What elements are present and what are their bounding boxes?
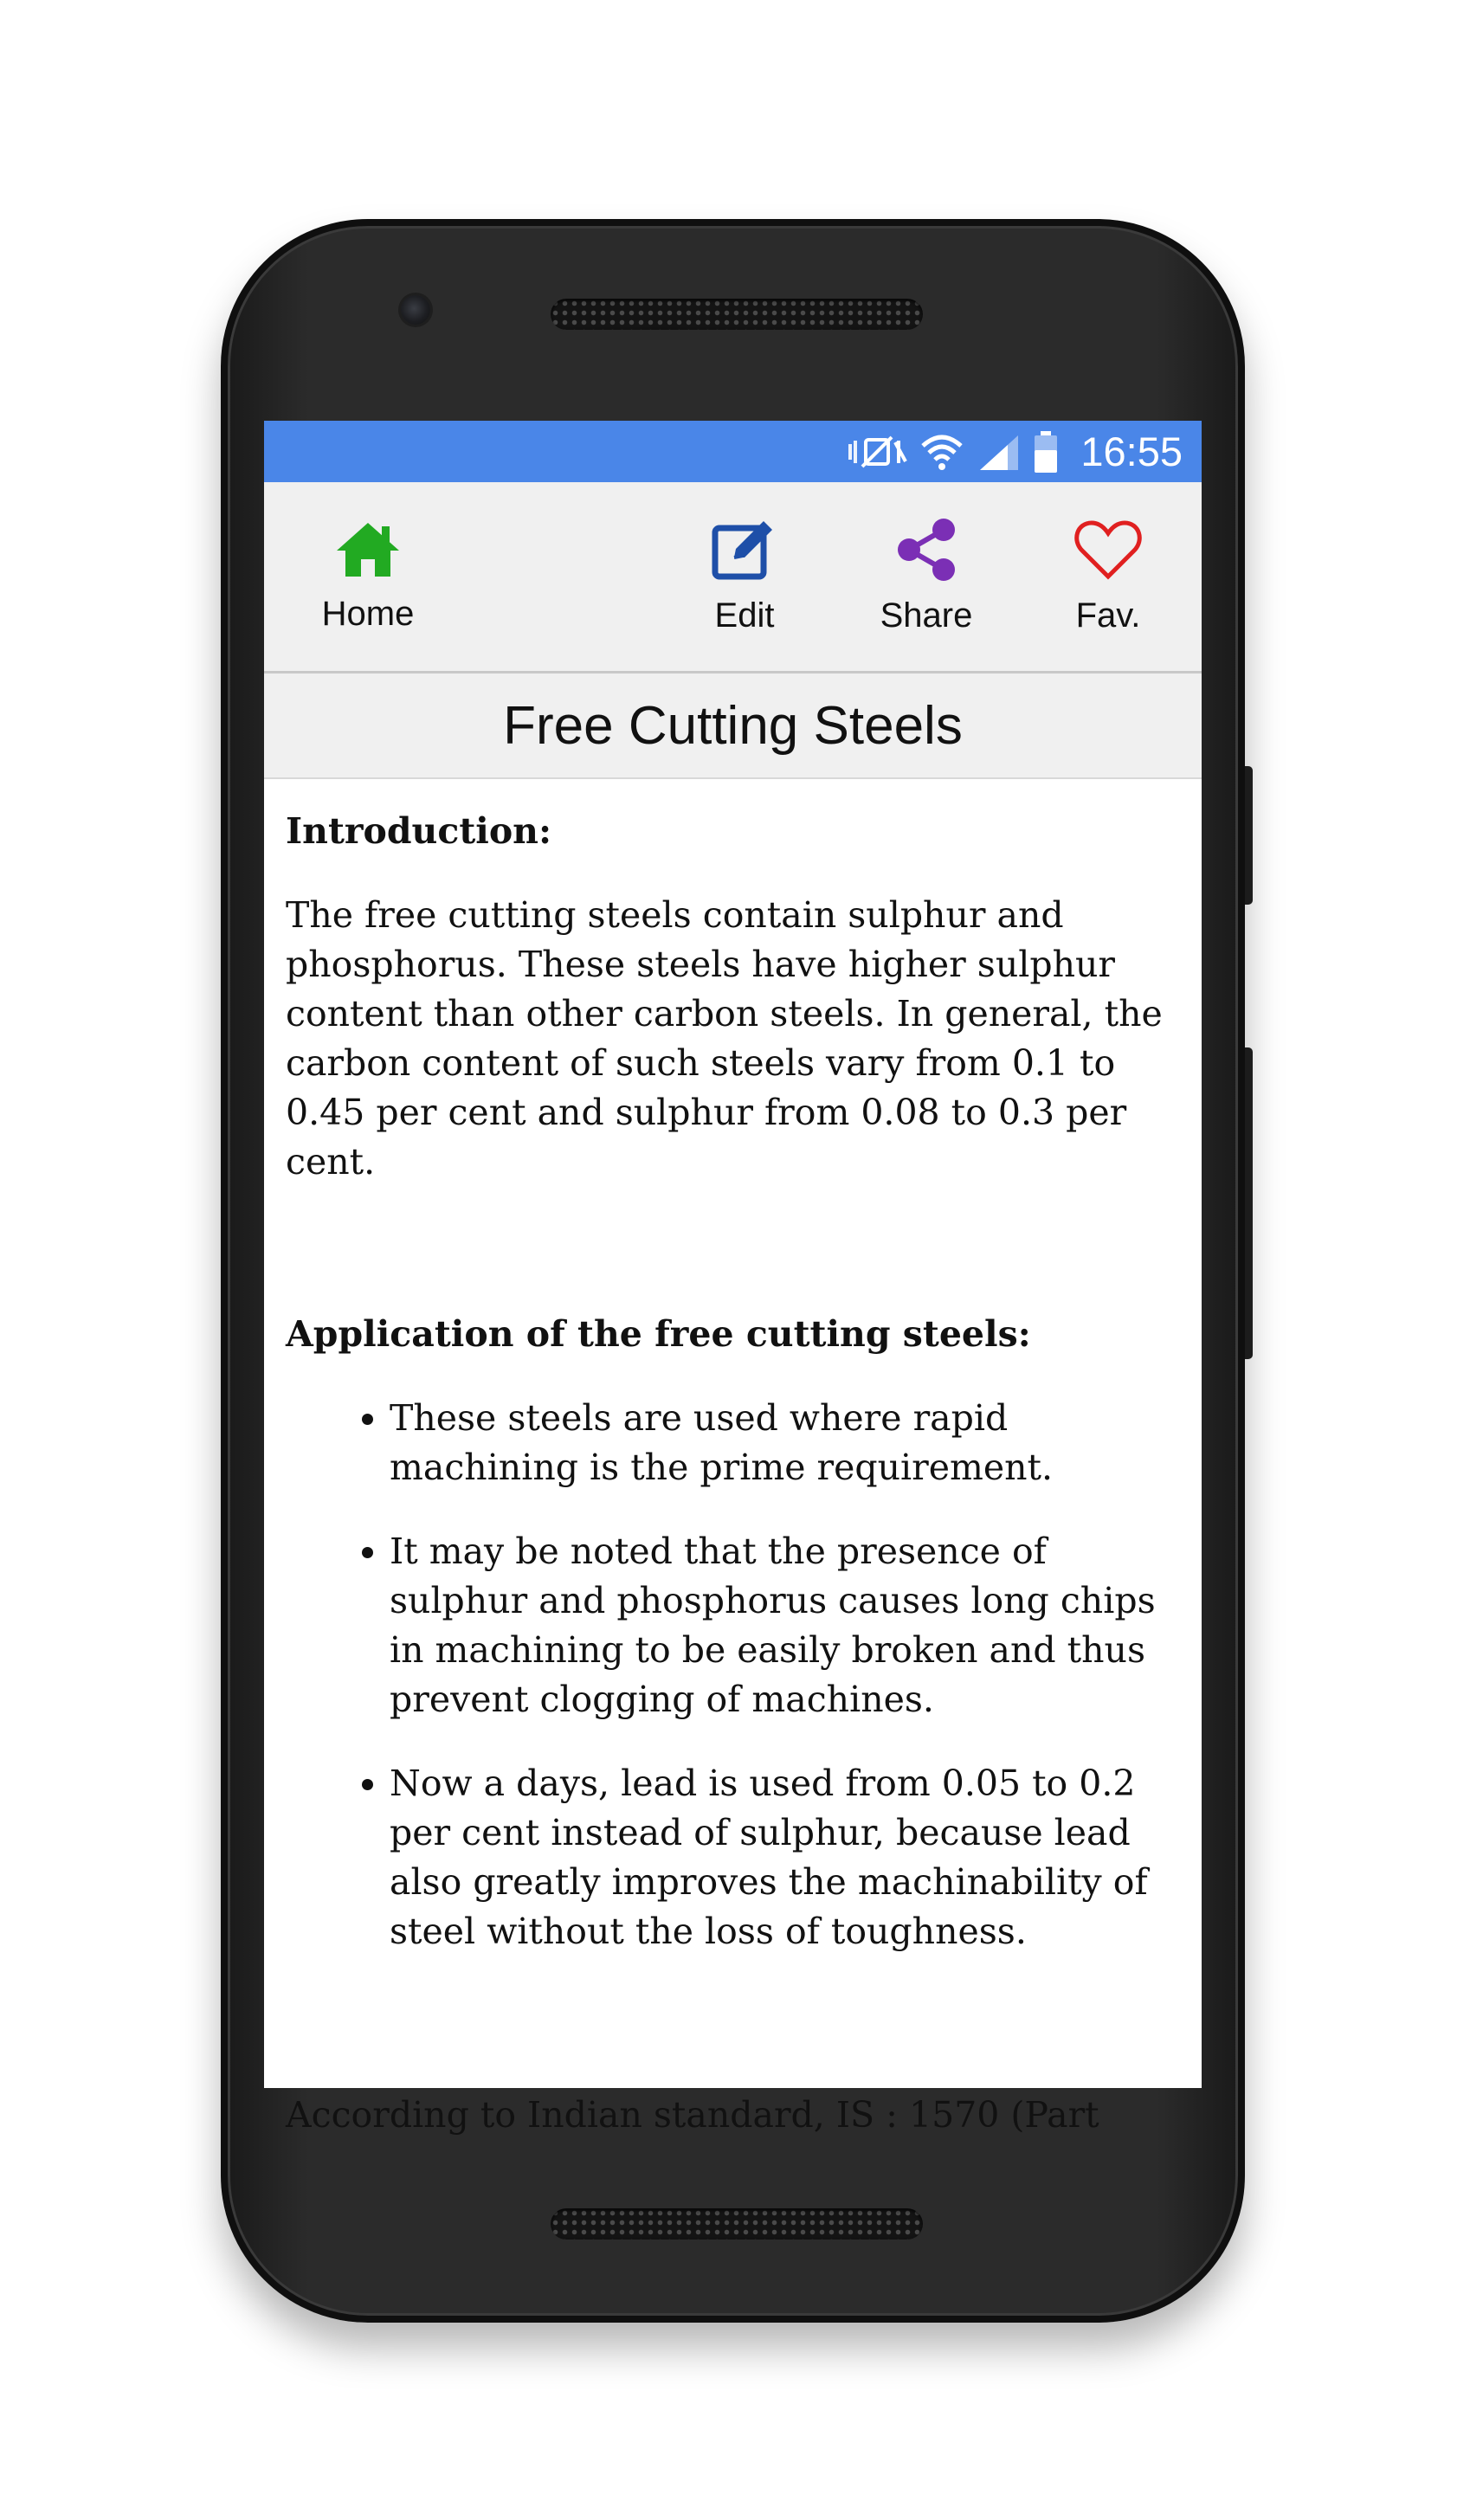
list-item: • Now a days, lead is used from 0.05 to 0.2 per cent instead of sulphur, because lead also greatly improves the machinability of steel without the loss of toughness. — [390, 1759, 1180, 1956]
list-item: • These steels are used where rapid machining is the prime requirement. — [390, 1394, 1180, 1492]
front-camera — [401, 295, 430, 325]
share-label: Share — [880, 596, 973, 635]
home-label: Home — [321, 595, 415, 633]
app-screen — [264, 421, 1202, 2136]
status-time: 16:55 — [1080, 429, 1183, 474]
status-bar — [264, 421, 1202, 482]
intro-heading: Introduction: — [286, 810, 552, 852]
share-icon — [892, 518, 961, 586]
page-title: Free Cutting Steels — [503, 695, 963, 756]
battery-icon — [1034, 431, 1058, 473]
fav-label: Fav. — [1075, 596, 1141, 635]
share-button[interactable] — [835, 482, 1017, 671]
power-button[interactable] — [1245, 766, 1253, 905]
edit-button[interactable] — [662, 482, 827, 671]
title-bar — [264, 674, 1202, 779]
home-button[interactable] — [281, 482, 455, 671]
application-heading: Application of the free cutting steels: — [286, 1313, 1031, 1355]
volume-button[interactable] — [1245, 1047, 1253, 1359]
fav-button[interactable] — [1026, 482, 1190, 671]
article-content — [264, 779, 1202, 2140]
mute-icon — [847, 432, 907, 472]
closing-paragraph: According to Indian standard, IS : 1570 (Part — [286, 2094, 1099, 2136]
home-icon — [333, 519, 403, 584]
wifi-icon — [919, 432, 964, 472]
top-speaker — [551, 299, 923, 330]
heart-icon — [1073, 518, 1143, 586]
edit-label: Edit — [714, 596, 775, 635]
toolbar — [264, 482, 1202, 674]
bottom-speaker — [551, 2208, 923, 2240]
list-item: • It may be noted that the presence of sulphur and phosphorus causes long chips in machining to be easily broken and thus prevent clogging of machines. — [390, 1527, 1180, 1724]
signal-icon — [977, 432, 1022, 472]
application-list — [286, 1394, 1180, 1956]
edit-icon — [710, 518, 779, 586]
intro-paragraph: The free cutting steels contain sulphur and phosphorus. These steels have higher sulphur content than other carbon steels. In general, the carbon content of such steels vary from 0.1 to 0.45 per cent and sulphur from 0.08 to 0.3 per cent. — [286, 894, 1163, 1183]
